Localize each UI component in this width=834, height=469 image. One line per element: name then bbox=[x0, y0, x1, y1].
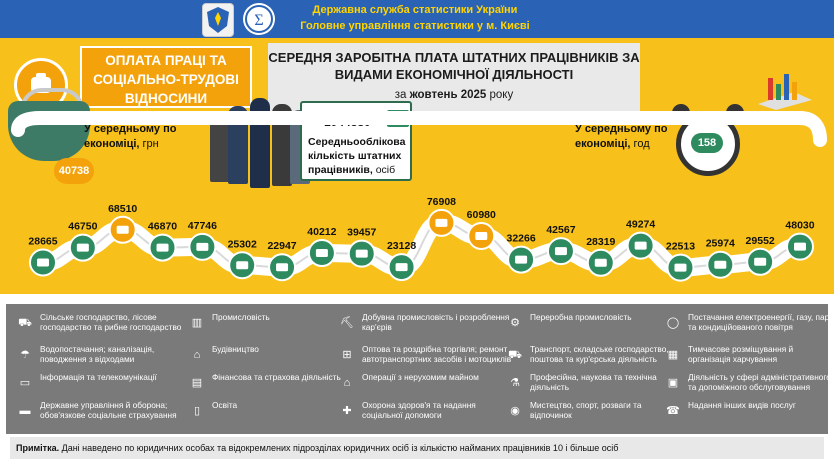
phone-icon bbox=[794, 243, 806, 251]
legend-label: Державне управління й оборона; обов'язкове соціальне страхування bbox=[40, 400, 177, 420]
data-point-money-icon bbox=[467, 209, 496, 249]
legend-label: Інформація та телекомунікації bbox=[40, 372, 157, 382]
data-point-tractor-icon bbox=[28, 236, 57, 276]
data-label: 39457 bbox=[347, 226, 377, 239]
employees-value: 1044580 bbox=[324, 115, 371, 129]
data-point-house-icon bbox=[507, 233, 536, 273]
house-icon: ⌂ bbox=[343, 377, 351, 389]
data-point-hotel-icon bbox=[387, 240, 416, 280]
note-bar bbox=[10, 437, 824, 459]
avg-salary-value: 40738 bbox=[54, 158, 94, 184]
legend-label: Водопостачання; каналізація, поводження з відходами bbox=[40, 344, 155, 364]
legend-label: Транспорт, складське господарство, поштова та кур'єрська діяльність bbox=[530, 344, 669, 364]
employees-unit: осіб bbox=[375, 164, 396, 176]
period-prefix: за bbox=[394, 89, 407, 101]
briefcase-icon: ▬ bbox=[19, 405, 31, 417]
data-point-factory-icon bbox=[68, 221, 97, 261]
mining-icon bbox=[117, 226, 129, 234]
avg-hours-value: 158 bbox=[691, 133, 723, 153]
mining-icon: ⛏ bbox=[340, 317, 354, 329]
data-point-phone-icon bbox=[785, 220, 814, 260]
gears-icon: ⚙ bbox=[510, 317, 520, 329]
legend-label: Діяльність у сфері адміністративного та допоміжного обслуговування bbox=[688, 372, 831, 392]
data-label: 49274 bbox=[626, 218, 656, 231]
data-point-lightbulb-icon bbox=[188, 220, 217, 260]
data-label: 28665 bbox=[28, 235, 58, 248]
house-icon bbox=[515, 256, 527, 264]
data-point-book-icon bbox=[666, 241, 695, 281]
legend-label: Мистецтво, спорт, розваги та відпочинок bbox=[530, 400, 642, 420]
svg-text:Σ: Σ bbox=[254, 12, 264, 29]
avg-salary-text: У середньому по економіці, bbox=[84, 123, 177, 150]
hotel-icon bbox=[396, 263, 408, 271]
legend-label: Тимчасове розміщування й організація харчування bbox=[688, 344, 794, 364]
microscope-icon bbox=[555, 247, 567, 255]
decorative-band bbox=[18, 118, 820, 140]
tractor-icon bbox=[37, 259, 49, 267]
book-icon bbox=[674, 264, 686, 272]
data-label: 25302 bbox=[227, 238, 257, 251]
data-point-computer-icon bbox=[427, 196, 456, 236]
computer-icon bbox=[435, 219, 447, 227]
gears-icon bbox=[157, 244, 169, 252]
lightbulb-icon bbox=[196, 243, 208, 251]
data-point-gears-icon bbox=[148, 221, 177, 261]
data-point-shower-icon bbox=[228, 238, 257, 278]
data-label: 68510 bbox=[108, 202, 138, 215]
id-card-icon: ▣ bbox=[667, 377, 679, 389]
data-point-camera-icon bbox=[746, 235, 775, 275]
avg-hours-text: У середньому по економіці, bbox=[575, 123, 668, 150]
data-label: 22947 bbox=[267, 240, 297, 253]
data-point-id-card-icon bbox=[586, 236, 615, 276]
legend-label: Надання інших видів послуг bbox=[688, 400, 796, 410]
data-label: 40212 bbox=[307, 226, 337, 239]
data-label: 42567 bbox=[546, 224, 576, 237]
legend-label: Освіта bbox=[212, 400, 238, 410]
data-point-mining-icon bbox=[108, 203, 137, 243]
factory-icon bbox=[77, 244, 89, 252]
legend-label: Постачання електроенергії, газу, пари та кондиційованого повітря bbox=[688, 312, 834, 332]
hotel-icon: ▦ bbox=[667, 349, 679, 361]
main-title: СЕРЕДНЯ ЗАРОБІТНА ПЛАТА ШТАТНИХ ПРАЦІВНИКІВ ЗА ВИДАМИ ЕКОНОМІЧНОЇ ДІЯЛЬНОСТІ bbox=[268, 50, 640, 82]
data-label: 48030 bbox=[785, 219, 815, 232]
microscope-icon: ⚗ bbox=[510, 377, 520, 389]
note-text: Дані наведено по юридичних особах та відокремлених підрозділах юридичних осіб із кількістю найманих працівників 10 і більше осіб bbox=[61, 443, 619, 453]
data-label: 76908 bbox=[426, 195, 457, 208]
book-icon: ▯ bbox=[193, 405, 201, 417]
truck-icon: ⛟ bbox=[508, 349, 522, 361]
legend-label: Оптова та роздрібна торгівля; ремонт автотранспортних засобів і мотоциклів bbox=[362, 344, 512, 364]
avg-salary-unit: грн bbox=[142, 138, 159, 150]
data-point-microscope-icon bbox=[546, 224, 575, 264]
data-point-medical-icon bbox=[706, 238, 735, 278]
legend-label: Будівництво bbox=[212, 344, 259, 354]
data-label: 60980 bbox=[466, 208, 496, 221]
data-point-briefcase-icon bbox=[626, 219, 655, 259]
shower-icon: ☂ bbox=[20, 349, 30, 361]
data-point-cart-icon bbox=[307, 226, 336, 266]
money-icon: ▤ bbox=[191, 377, 203, 389]
phone-icon: ☎ bbox=[666, 405, 680, 417]
legend-label: Професійна, наукова та технічна діяльність bbox=[530, 372, 657, 392]
money-icon bbox=[475, 232, 487, 240]
data-point-crane-icon bbox=[267, 240, 296, 280]
medical-icon bbox=[714, 261, 726, 269]
data-label: 46750 bbox=[68, 220, 98, 233]
legend-label: Сільське господарство, лісове господарство та рибне господарство bbox=[40, 312, 182, 332]
legend-label: Промисловість bbox=[212, 312, 270, 322]
data-label: 22513 bbox=[665, 240, 696, 253]
legend-label: Операції з нерухомим майном bbox=[362, 372, 479, 382]
legend-label: Фінансова та страхова діяльність bbox=[212, 372, 341, 382]
crane-icon bbox=[276, 263, 288, 271]
data-label: 28319 bbox=[586, 235, 616, 248]
tractor-icon: ⛟ bbox=[18, 317, 32, 329]
legend-label: Переробна промисловість bbox=[530, 312, 632, 322]
camera-icon: ◉ bbox=[510, 405, 520, 417]
legend-label: Добувна промисловість і розроблення кар'єрів bbox=[362, 312, 510, 332]
data-label: 47746 bbox=[187, 219, 217, 232]
camera-icon bbox=[754, 258, 766, 266]
period-suffix: року bbox=[489, 89, 514, 101]
id-card-icon bbox=[595, 259, 607, 267]
cart-icon: ⊞ bbox=[342, 349, 352, 361]
cart-icon bbox=[316, 249, 328, 257]
agency-title: Державна служба статистики України bbox=[312, 4, 518, 16]
data-label: 23128 bbox=[386, 240, 417, 253]
period-month: жовтень 2025 bbox=[409, 89, 487, 101]
note-label: Примітка. bbox=[16, 443, 60, 453]
crane-icon: ⌂ bbox=[193, 349, 201, 361]
truck-icon bbox=[356, 250, 368, 258]
legend-label: Охорона здоров'я та надання соціальної допомоги bbox=[362, 400, 476, 420]
employees-label-text: Середньооблікова кількість штатних працівників, bbox=[308, 136, 406, 176]
data-label: 46870 bbox=[147, 220, 178, 233]
section-title: ОПЛАТА ПРАЦІ ТА СОЦІАЛЬНО-ТРУДОВІ ВІДНОСИНИ bbox=[80, 46, 252, 108]
data-label: 29552 bbox=[745, 234, 775, 247]
data-label: 25974 bbox=[705, 237, 735, 250]
avg-hours-unit: год bbox=[633, 138, 650, 150]
briefcase-icon bbox=[635, 242, 647, 250]
data-label: 32266 bbox=[506, 232, 536, 245]
shower-icon bbox=[236, 261, 248, 269]
lightbulb-icon: ◯ bbox=[666, 317, 680, 329]
computer-icon: ▭ bbox=[19, 377, 31, 389]
factory-icon: ▥ bbox=[191, 317, 203, 329]
department-title: Головне управління статистики у м. Києві bbox=[300, 20, 530, 32]
medical-icon: ✚ bbox=[342, 405, 352, 417]
data-point-truck-icon bbox=[347, 227, 376, 267]
